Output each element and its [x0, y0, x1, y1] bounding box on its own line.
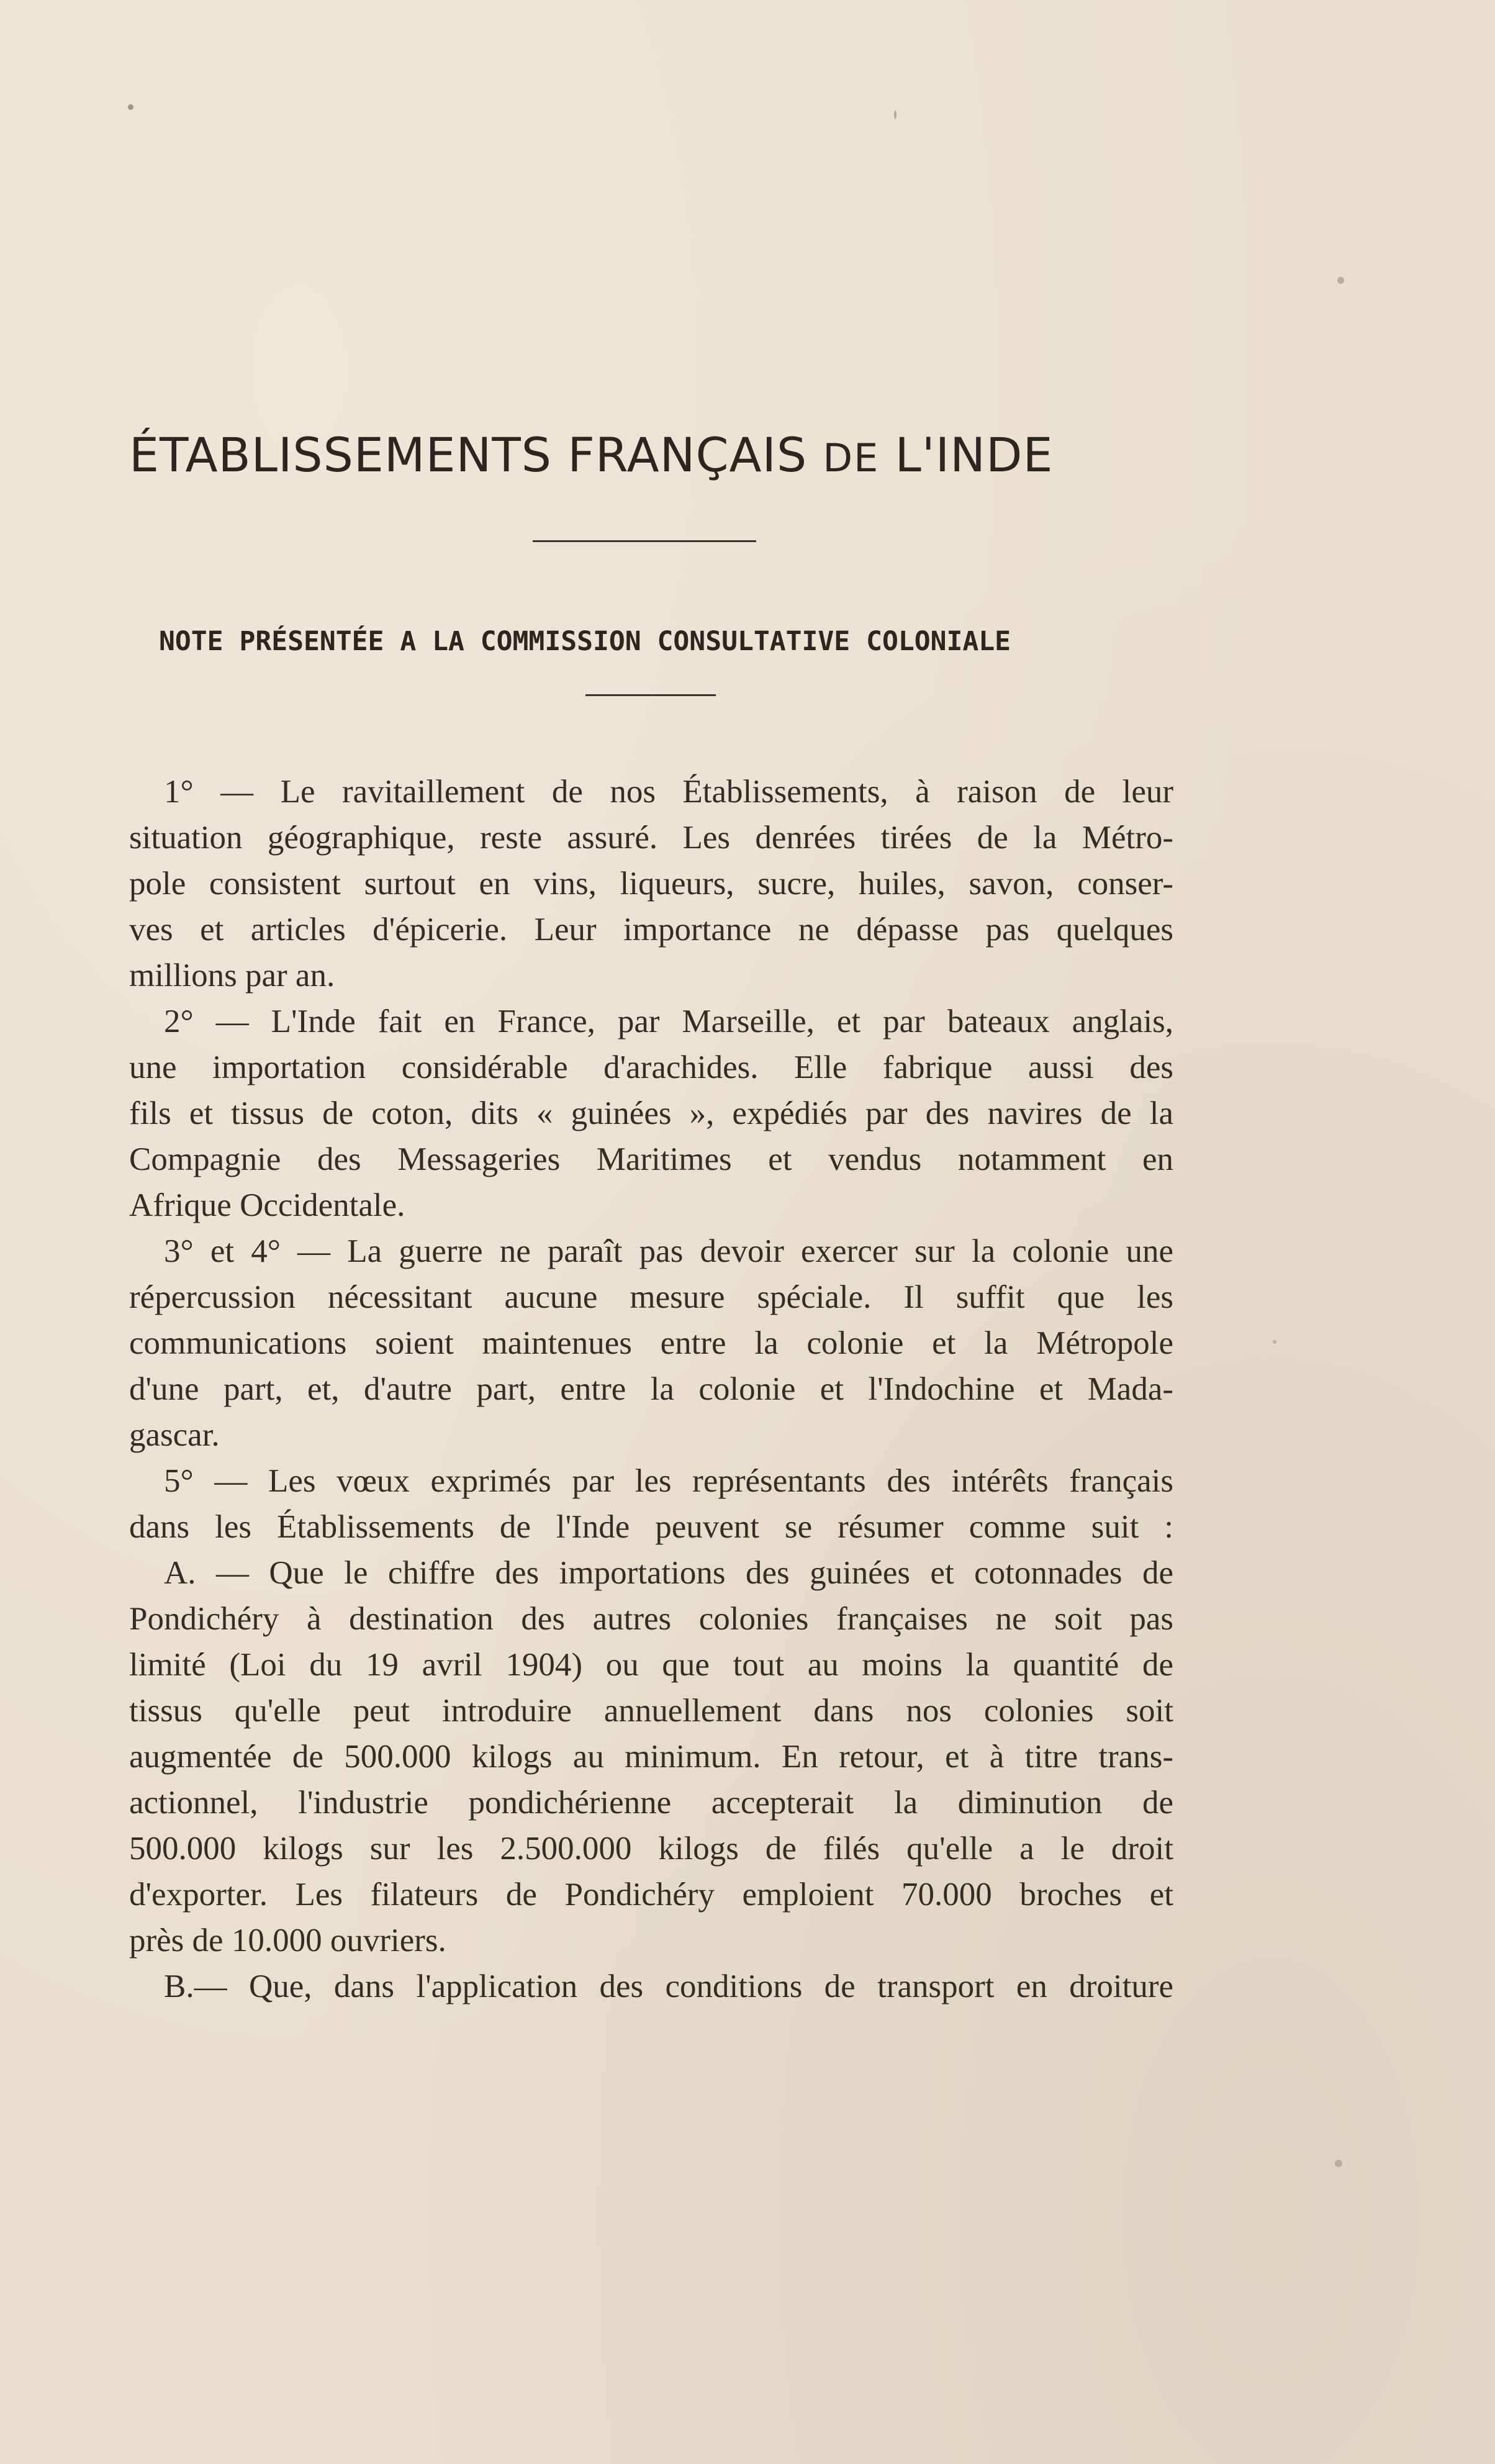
paper-speck [128, 104, 133, 110]
text-line: tissus qu'elle peut introduire annuellement dans nos colonies soit [129, 1693, 1173, 1729]
title-de: DE [823, 435, 880, 481]
text-line: 5° — Les vœux exprimés par les représentants des intérêts français [164, 1463, 1173, 1499]
text-line: répercussion nécessitant aucune mesure spéciale. Il suffit que les [129, 1279, 1173, 1315]
paper-speck [894, 111, 897, 119]
title-end: L'INDE [895, 427, 1054, 482]
title-rule [533, 540, 756, 542]
text-line: limité (Loi du 19 avril 1904) ou que tout au moins la quantité de [129, 1647, 1173, 1683]
text-line: communications soient maintenues entre la colonie et la Métropole [129, 1325, 1173, 1361]
text-line: situation géographique, reste assuré. Les denrées tirées de la Métro- [129, 820, 1173, 856]
text-line: ves et articles d'épicerie. Leur importance ne dépasse pas quelques [129, 912, 1173, 948]
text-line: pole consistent surtout en vins, liqueurs, sucre, huiles, savon, conser- [129, 866, 1173, 902]
paper-speck [1273, 1340, 1276, 1344]
text-line: gascar. [129, 1417, 220, 1453]
body-text [129, 769, 1173, 2009]
subtitle: NOTE PRÉSENTÉE A LA COMMISSION CONSULTATIVE COLONIALE [159, 626, 1011, 657]
text-line: 1° — Le ravitaillement de nos Établissements, à raison de leur [164, 774, 1173, 810]
text-line: 500.000 kilogs sur les 2.500.000 kilogs de filés qu'elle a le droit [129, 1831, 1173, 1867]
text-line: près de 10.000 ouvriers. [129, 1923, 446, 1959]
paper-speck [1335, 2160, 1342, 2167]
text-line: d'une part, et, d'autre part, entre la colonie et l'Indochine et Mada- [129, 1371, 1173, 1407]
paper-speck [1337, 277, 1344, 284]
text-line: millions par an. [129, 958, 335, 994]
text-line: une importation considérable d'arachides. Elle fabrique aussi des [129, 1049, 1173, 1085]
text-line: augmentée de 500.000 kilogs au minimum. En retour, et à titre trans- [129, 1739, 1173, 1775]
text-line: A. — Que le chiffre des importations des guinées et cotonnades de [164, 1555, 1173, 1591]
text-line: actionnel, l'industrie pondichérienne accepterait la diminution de [129, 1785, 1173, 1821]
text-line: 3° et 4° — La guerre ne paraît pas devoir exercer sur la colonie une [164, 1233, 1173, 1269]
title-main: ÉTABLISSEMENTS FRANÇAIS [129, 427, 808, 482]
text-line: Pondichéry à destination des autres colonies françaises ne soit pas [129, 1601, 1173, 1637]
text-line: 2° — L'Inde fait en France, par Marseille, et par bateaux anglais, [164, 1003, 1173, 1040]
page-title [129, 427, 1172, 482]
text-line: dans les Établissements de l'Inde peuvent se résumer comme suit : [129, 1509, 1173, 1545]
text-line: Compagnie des Messageries Maritimes et vendus notamment en [129, 1141, 1173, 1177]
text-line: d'exporter. Les filateurs de Pondichéry emploient 70.000 broches et [129, 1877, 1173, 1913]
subtitle-rule [585, 694, 716, 696]
text-line: B.— Que, dans l'application des conditions de transport en droiture [164, 1968, 1173, 2004]
text-line: Afrique Occidentale. [129, 1187, 405, 1223]
text-line: fils et tissus de coton, dits « guinées », expédiés par des navires de la [129, 1095, 1173, 1131]
